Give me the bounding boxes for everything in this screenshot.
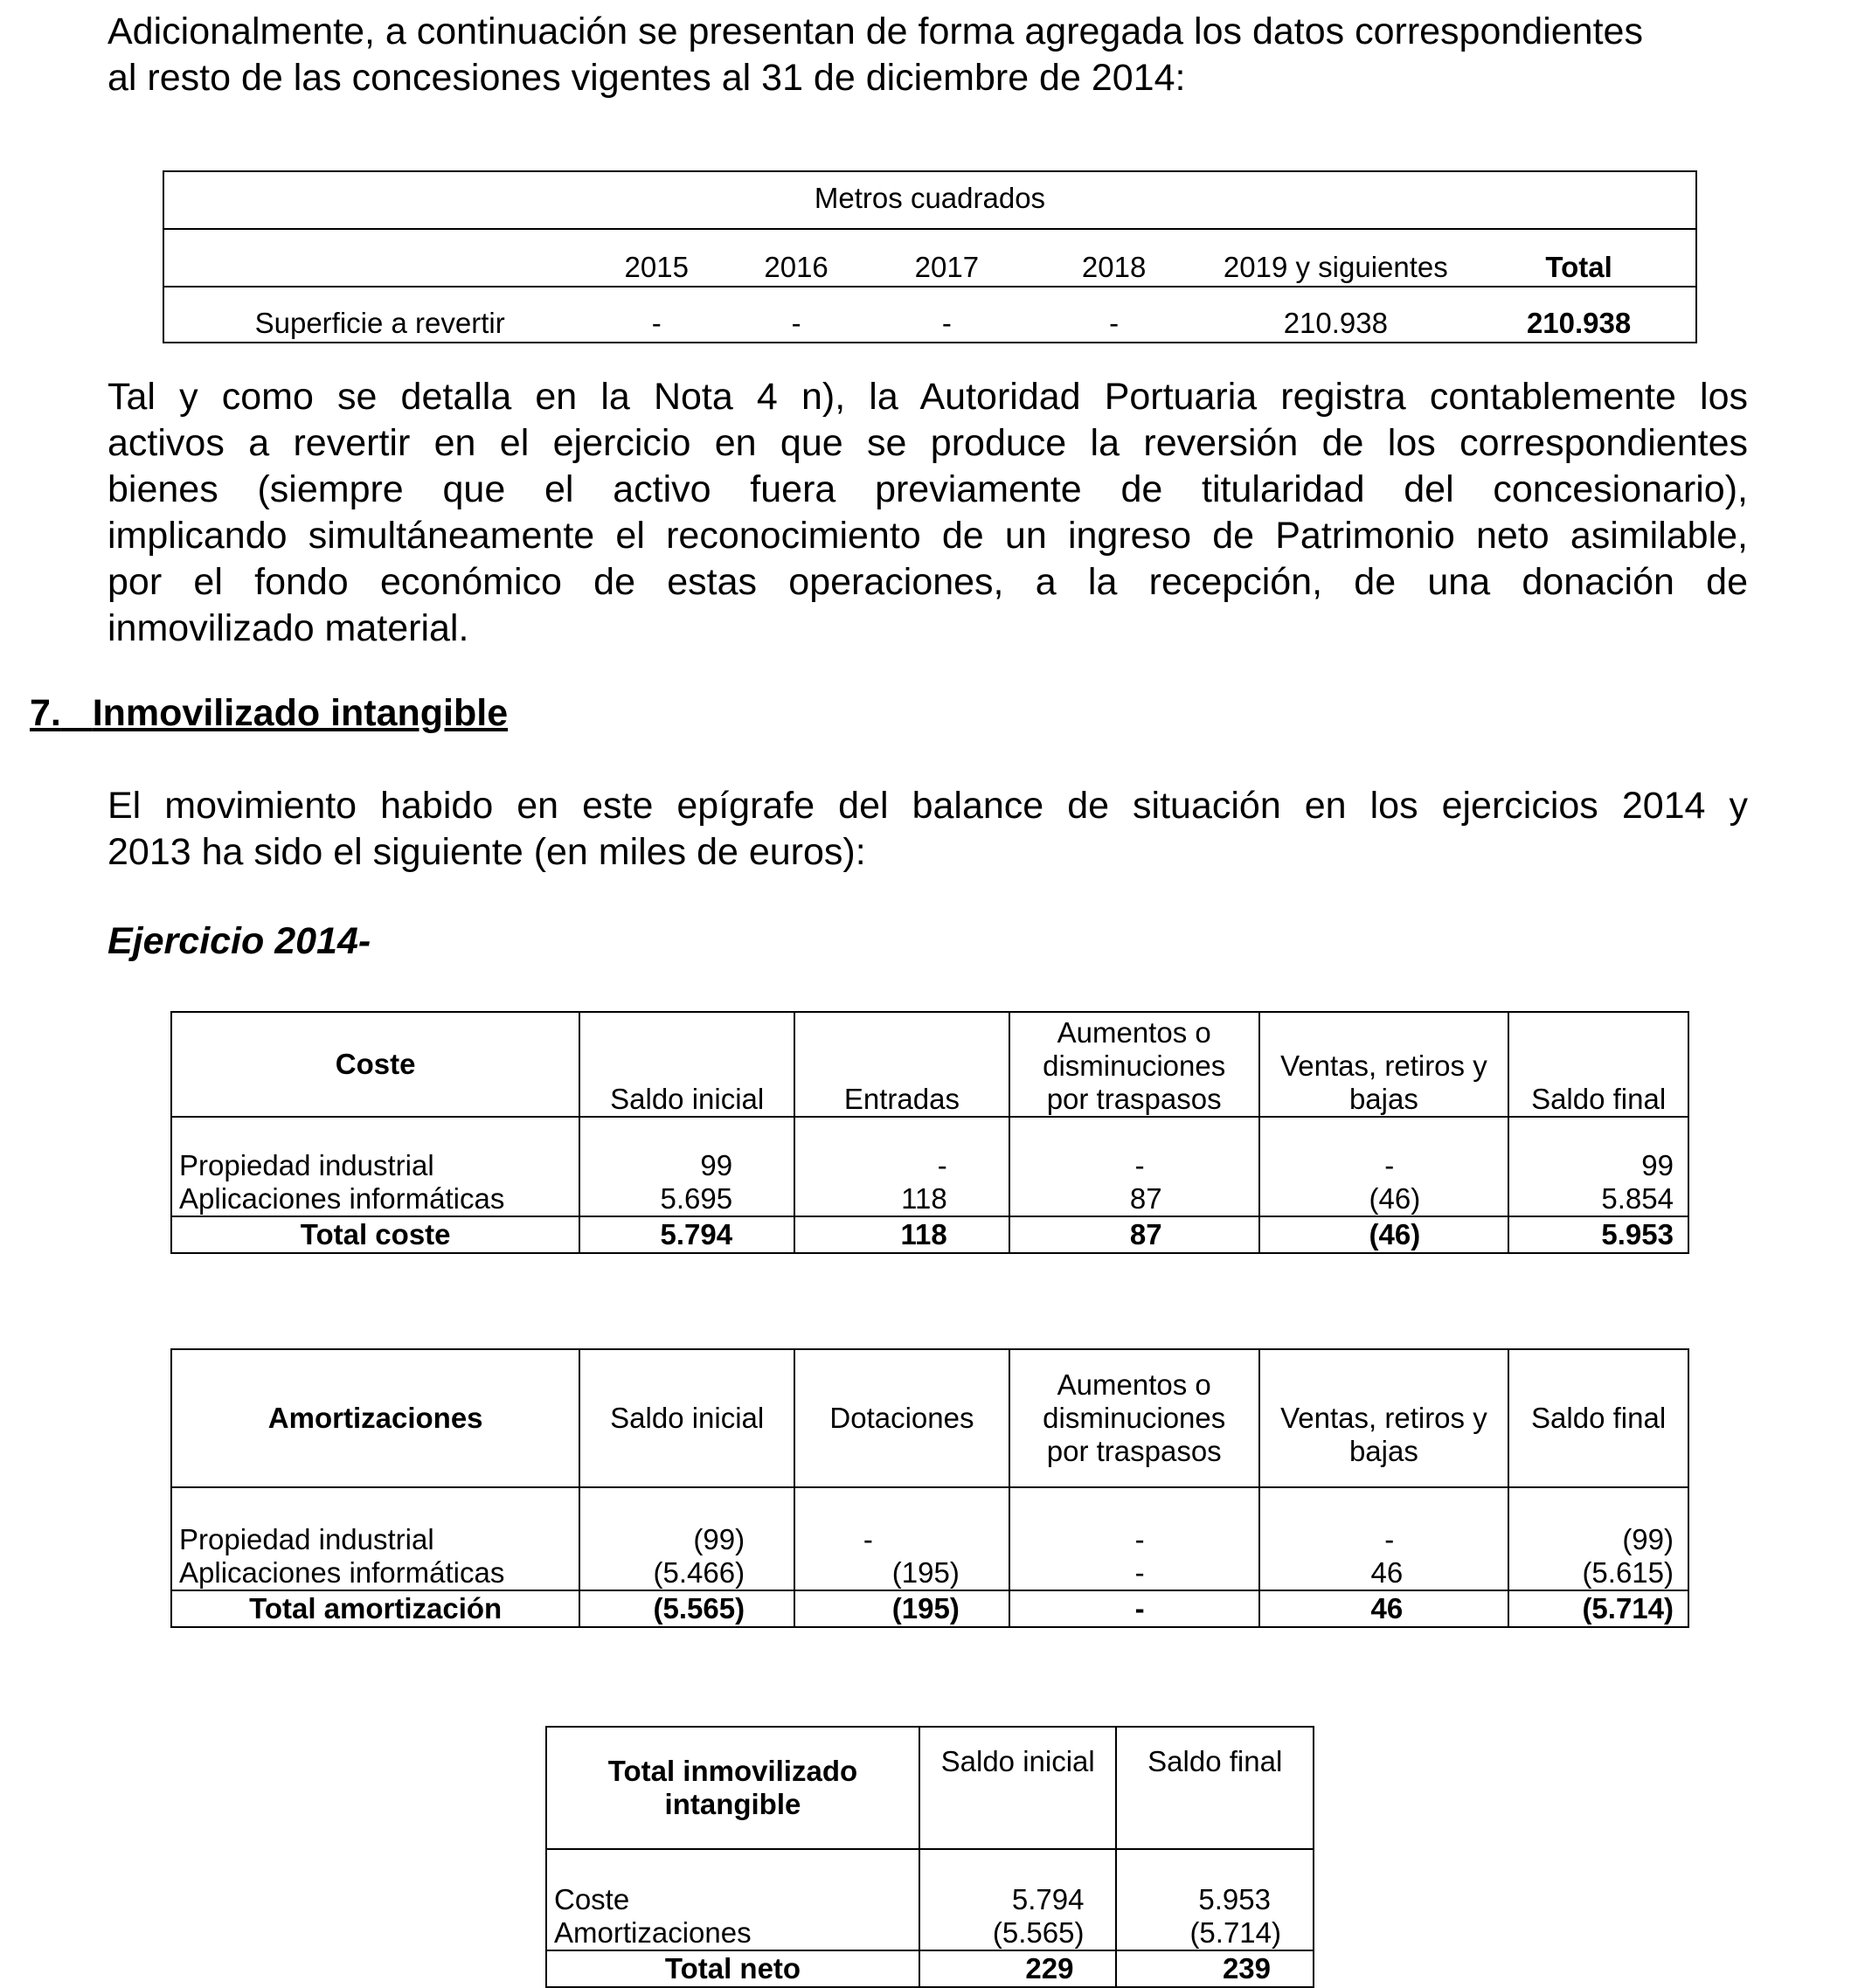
row-label: Aplicaciones informáticas xyxy=(171,1182,579,1216)
table-row xyxy=(546,1849,1314,1916)
table-cell: 46 xyxy=(1259,1556,1509,1590)
total-cell: 5.794 xyxy=(579,1216,794,1253)
col-header-saldo-final: Saldo final xyxy=(1508,1012,1688,1117)
surface-table xyxy=(163,170,1697,343)
paragraph-line: implicando simultáneamente el reconocimiento de un ingreso de Patrimonio neto asimilable, xyxy=(107,515,1748,557)
table-cell: (99) xyxy=(579,1487,794,1556)
row-label: Amortizaciones xyxy=(546,1916,919,1950)
table-cell: - xyxy=(1109,307,1120,339)
row-label: Aplicaciones informáticas xyxy=(171,1556,579,1590)
table-cell: 99 xyxy=(1508,1117,1688,1182)
section-title: Inmovilizado intangible xyxy=(92,692,509,734)
table-cell: - xyxy=(651,307,662,339)
col-header-ventas xyxy=(1259,1349,1509,1487)
paragraph-line: El movimiento habido en este epígrafe del balance de situación en los ejercicios 2014 y xyxy=(107,785,1748,827)
header-line: Ventas, retiros y xyxy=(1280,1049,1487,1082)
table-cell: (5.466) xyxy=(579,1556,794,1590)
total-cell: 118 xyxy=(794,1216,1009,1253)
paragraph-line: 2013 ha sido el siguiente (en miles de euros): xyxy=(107,831,866,873)
total-cell: (46) xyxy=(1259,1216,1509,1253)
table-cell: 87 xyxy=(1009,1182,1259,1216)
row-label: Superficie a revertir xyxy=(254,307,505,339)
table-cell: - xyxy=(1009,1556,1259,1590)
paragraph-line: bienes (siempre que el activo fuera previamente de titularidad del concesionario), xyxy=(107,468,1748,510)
table-cell: 5.695 xyxy=(579,1182,794,1216)
col-header-saldo-inicial: Saldo inicial xyxy=(579,1012,794,1117)
header-line: disminuciones xyxy=(1043,1049,1226,1082)
total-cell: 87 xyxy=(1009,1216,1259,1253)
section-heading xyxy=(30,692,508,735)
total-cell: (195) xyxy=(794,1590,1009,1627)
col-header-saldo-inicial: Saldo inicial xyxy=(579,1349,794,1487)
total-cell: (5.565) xyxy=(579,1590,794,1627)
table-cell: (195) xyxy=(794,1556,1009,1590)
table-cell: (5.714) xyxy=(1116,1916,1314,1950)
total-cell: - xyxy=(1009,1590,1259,1627)
total-cell: 229 xyxy=(919,1950,1117,1987)
paragraph-line: Tal y como se detalla en la Nota 4 n), la Autoridad Portuaria registra contablemente los xyxy=(107,376,1748,418)
col-header-total: Total xyxy=(1462,229,1696,287)
table-cell: (5.615) xyxy=(1508,1556,1688,1590)
col-header-2017: 2017 xyxy=(875,229,1019,287)
header-line: por traspasos xyxy=(1046,1435,1222,1467)
col-header-2018: 2018 xyxy=(1019,229,1210,287)
total-label: Total coste xyxy=(171,1216,579,1253)
header-line: bajas xyxy=(1348,1435,1418,1467)
table-cell: (5.565) xyxy=(919,1916,1117,1950)
intro-line: al resto de las concesiones vigentes al 31 de diciembre de 2014: xyxy=(107,57,1186,99)
intro-line: Adicionalmente, a continuación se presentan de forma agregada los datos correspondientes xyxy=(107,10,1643,52)
col-header-entradas: Entradas xyxy=(794,1012,1009,1117)
col-header-traspasos xyxy=(1009,1012,1259,1117)
col-header-amortizaciones: Amortizaciones xyxy=(171,1349,579,1487)
paragraph-line: inmovilizado material. xyxy=(107,607,469,649)
header-line: Ventas, retiros y xyxy=(1280,1402,1487,1434)
col-header-saldo-inicial: Saldo inicial xyxy=(919,1727,1117,1849)
header-line: disminuciones xyxy=(1043,1402,1226,1434)
table-cell: - xyxy=(1009,1487,1259,1556)
total-cell: 46 xyxy=(1259,1590,1509,1627)
col-header-ventas xyxy=(1259,1012,1509,1117)
cost-table xyxy=(170,1011,1689,1254)
amortization-table xyxy=(170,1348,1689,1628)
table-row xyxy=(171,1182,1688,1216)
col-header-total-inmovilizado xyxy=(546,1727,919,1849)
col-header-saldo-final: Saldo final xyxy=(1116,1727,1314,1849)
total-cell: 5.953 xyxy=(1508,1216,1688,1253)
unit-header: Metros cuadrados xyxy=(163,171,1696,229)
table-cell: - xyxy=(1009,1117,1259,1182)
table-cell: - xyxy=(1259,1117,1509,1182)
movement-paragraph xyxy=(107,783,1748,876)
total-label: Total neto xyxy=(546,1950,919,1987)
total-cell: 239 xyxy=(1116,1950,1314,1987)
table-cell: 5.854 xyxy=(1508,1182,1688,1216)
table-cell: 5.953 xyxy=(1116,1849,1314,1916)
table-cell: 118 xyxy=(794,1182,1009,1216)
table-cell: - xyxy=(941,307,952,339)
row-label: Propiedad industrial xyxy=(171,1487,579,1556)
table-cell: - xyxy=(1259,1487,1509,1556)
row-label: Coste xyxy=(546,1849,919,1916)
total-label: Total amortización xyxy=(171,1590,579,1627)
table-cell: - xyxy=(794,1117,1009,1182)
table-cell: 99 xyxy=(579,1117,794,1182)
total-cell: (5.714) xyxy=(1508,1590,1688,1627)
row-label: Propiedad industrial xyxy=(171,1117,579,1182)
col-header-coste: Coste xyxy=(171,1012,579,1117)
table-cell-total: 210.938 xyxy=(1526,307,1632,339)
table-row xyxy=(171,1556,1688,1590)
table-cell: (99) xyxy=(1508,1487,1688,1556)
table-cell: - xyxy=(791,307,801,339)
table-row xyxy=(171,1117,1688,1182)
table-row xyxy=(546,1916,1314,1950)
header-line: Total inmovilizado xyxy=(607,1755,858,1787)
col-header-dotaciones: Dotaciones xyxy=(794,1349,1009,1487)
table-cell: 210.938 xyxy=(1283,307,1388,339)
total-row xyxy=(171,1590,1688,1627)
header-line: por traspasos xyxy=(1046,1083,1222,1115)
paragraph-line: activos a revertir en el ejercicio en que se produce la reversión de los correspondientes xyxy=(107,422,1748,464)
net-total-table xyxy=(545,1726,1314,1988)
col-header-2015: 2015 xyxy=(595,229,718,287)
exercise-subheading: Ejercicio 2014- xyxy=(107,920,371,962)
table-cell: - xyxy=(794,1487,1009,1556)
intro-paragraph xyxy=(107,9,1748,101)
header-line: Aumentos o xyxy=(1057,1016,1211,1049)
table-cell: 5.794 xyxy=(919,1849,1117,1916)
table-cell: (46) xyxy=(1259,1182,1509,1216)
header-line: Aumentos o xyxy=(1057,1368,1211,1401)
col-header-traspasos xyxy=(1009,1349,1259,1487)
col-header-2019: 2019 y siguientes xyxy=(1210,229,1463,287)
col-header-2016: 2016 xyxy=(718,229,875,287)
header-line: bajas xyxy=(1348,1083,1418,1115)
col-header-saldo-final: Saldo final xyxy=(1508,1349,1688,1487)
reversion-paragraph xyxy=(107,374,1748,652)
paragraph-line: por el fondo económico de estas operaciones, a la recepción, de una donación de xyxy=(107,561,1748,603)
table-row xyxy=(171,1487,1688,1556)
header-line: intangible xyxy=(664,1788,801,1820)
total-row xyxy=(171,1216,1688,1253)
section-number: 7. xyxy=(30,692,61,734)
